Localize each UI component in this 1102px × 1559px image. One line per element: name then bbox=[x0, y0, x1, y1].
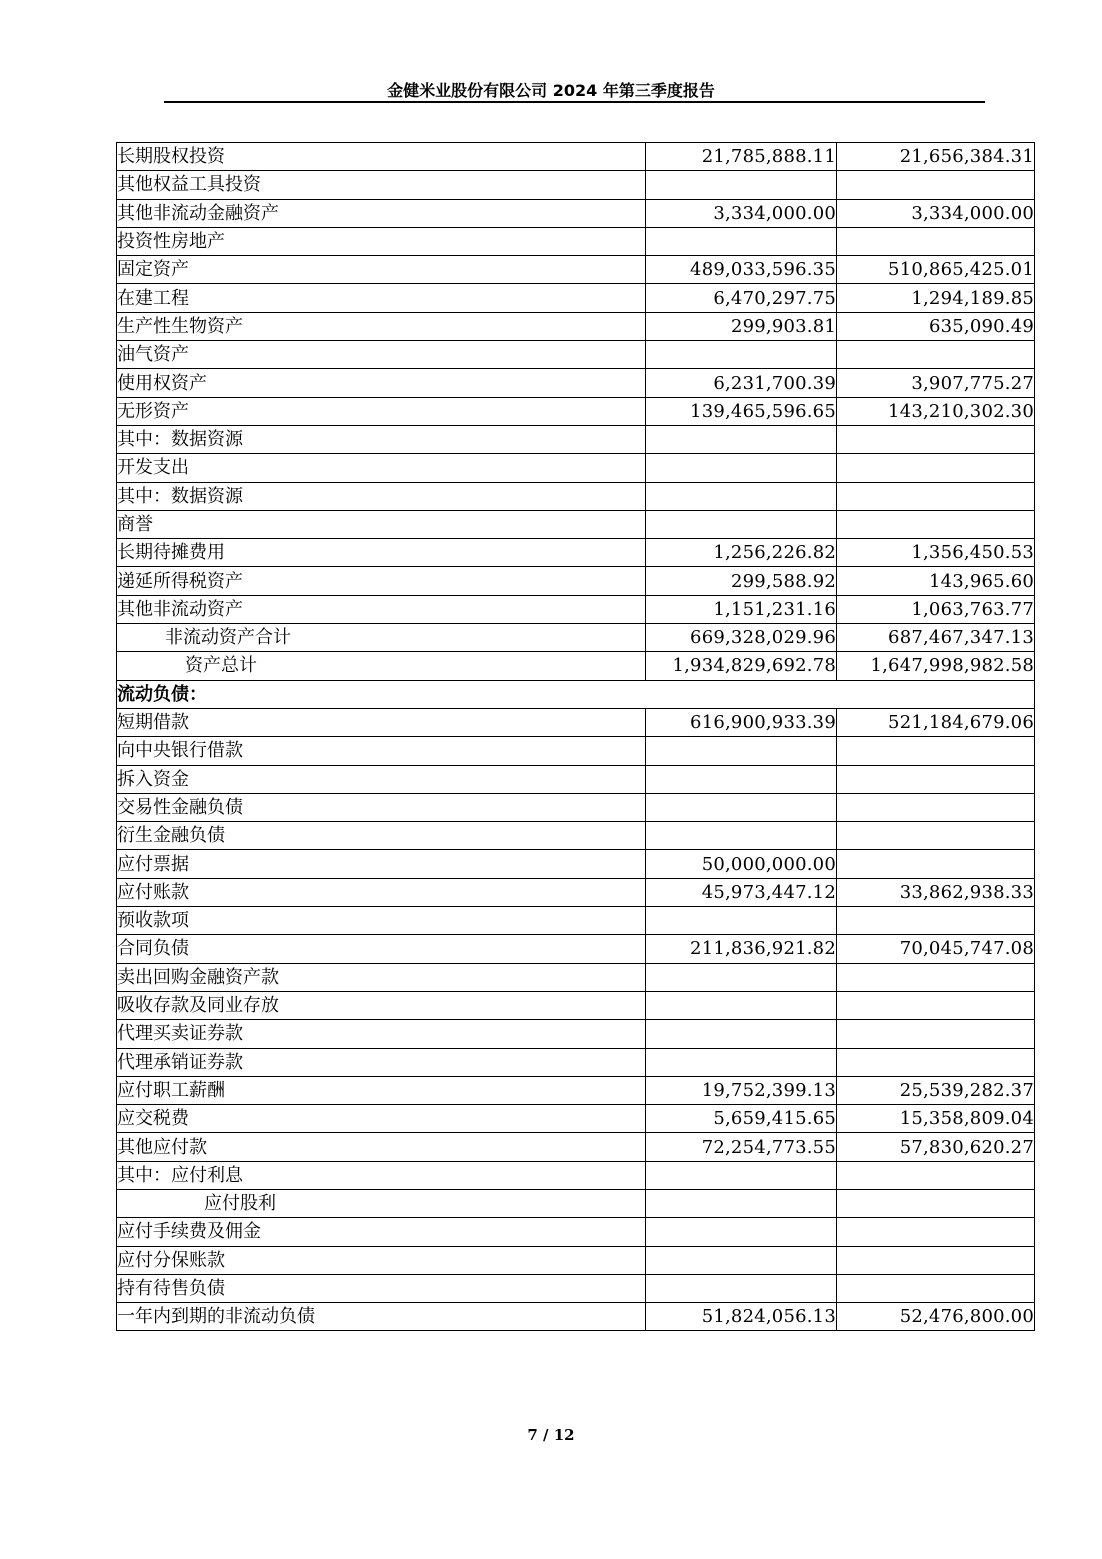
table-row bbox=[117, 652, 1035, 680]
previous-period-value bbox=[837, 1189, 1035, 1217]
current-period-value: 1,151,231.16 bbox=[646, 595, 837, 623]
row-label: 预收款项 bbox=[117, 907, 646, 935]
current-period-value: 6,231,700.39 bbox=[646, 369, 837, 397]
previous-period-value bbox=[837, 1218, 1035, 1246]
current-period-value bbox=[646, 1048, 837, 1076]
current-period-value bbox=[646, 454, 837, 482]
table-row bbox=[117, 454, 1035, 482]
table-row bbox=[117, 510, 1035, 538]
previous-period-value: 70,045,747.08 bbox=[837, 935, 1035, 963]
table-row bbox=[117, 256, 1035, 284]
table-row bbox=[117, 425, 1035, 453]
previous-period-value: 15,358,809.04 bbox=[837, 1105, 1035, 1133]
table-row bbox=[117, 737, 1035, 765]
row-label: 其中：数据资源 bbox=[117, 425, 646, 453]
row-label: 吸收存款及同业存放 bbox=[117, 991, 646, 1019]
current-period-value: 51,824,056.13 bbox=[646, 1303, 837, 1331]
table-row bbox=[117, 539, 1035, 567]
previous-period-value: 510,865,425.01 bbox=[837, 256, 1035, 284]
row-label: 其中：数据资源 bbox=[117, 482, 646, 510]
previous-period-value: 687,467,347.13 bbox=[837, 624, 1035, 652]
row-label: 应付分保账款 bbox=[117, 1246, 646, 1274]
previous-period-value bbox=[837, 737, 1035, 765]
table-row bbox=[117, 143, 1035, 171]
current-period-value bbox=[646, 822, 837, 850]
previous-period-value bbox=[837, 991, 1035, 1019]
row-label: 向中央银行借款 bbox=[117, 737, 646, 765]
row-label: 递延所得税资产 bbox=[117, 567, 646, 595]
row-label: 在建工程 bbox=[117, 284, 646, 312]
table-row bbox=[117, 227, 1035, 255]
table-row bbox=[117, 1048, 1035, 1076]
row-label: 一年内到期的非流动负债 bbox=[117, 1303, 646, 1331]
previous-period-value: 143,210,302.30 bbox=[837, 397, 1035, 425]
previous-period-value bbox=[837, 1246, 1035, 1274]
current-period-value bbox=[646, 765, 837, 793]
table-row bbox=[117, 1076, 1035, 1104]
current-period-value: 139,465,596.65 bbox=[646, 397, 837, 425]
current-period-value bbox=[646, 1161, 837, 1189]
previous-period-value bbox=[837, 171, 1035, 199]
previous-period-value: 521,184,679.06 bbox=[837, 708, 1035, 736]
current-period-value: 45,973,447.12 bbox=[646, 878, 837, 906]
current-period-value bbox=[646, 1189, 837, 1217]
section-heading: 流动负债： bbox=[117, 680, 1035, 708]
current-period-value bbox=[646, 793, 837, 821]
previous-period-value: 3,334,000.00 bbox=[837, 199, 1035, 227]
row-label: 投资性房地产 bbox=[117, 227, 646, 255]
table-row bbox=[117, 935, 1035, 963]
table-row bbox=[117, 341, 1035, 369]
previous-period-value bbox=[837, 793, 1035, 821]
row-label: 应付职工薪酬 bbox=[117, 1076, 646, 1104]
current-period-value bbox=[646, 171, 837, 199]
row-label: 其中：应付利息 bbox=[117, 1161, 646, 1189]
previous-period-value: 1,294,189.85 bbox=[837, 284, 1035, 312]
current-period-value bbox=[646, 1218, 837, 1246]
row-label: 使用权资产 bbox=[117, 369, 646, 397]
previous-period-value bbox=[837, 454, 1035, 482]
previous-period-value: 635,090.49 bbox=[837, 312, 1035, 340]
row-label: 固定资产 bbox=[117, 256, 646, 284]
previous-period-value bbox=[837, 1048, 1035, 1076]
table-row bbox=[117, 963, 1035, 991]
previous-period-value: 33,862,938.33 bbox=[837, 878, 1035, 906]
current-period-value: 211,836,921.82 bbox=[646, 935, 837, 963]
table-row bbox=[117, 171, 1035, 199]
current-period-value: 5,659,415.65 bbox=[646, 1105, 837, 1133]
row-label: 开发支出 bbox=[117, 454, 646, 482]
table-row bbox=[117, 822, 1035, 850]
table-row bbox=[117, 991, 1035, 1019]
current-period-value bbox=[646, 1246, 837, 1274]
table-row bbox=[117, 397, 1035, 425]
table-row bbox=[117, 1274, 1035, 1302]
current-period-value bbox=[646, 425, 837, 453]
row-label: 持有待售负债 bbox=[117, 1274, 646, 1302]
row-label: 生产性生物资产 bbox=[117, 312, 646, 340]
current-period-value: 669,328,029.96 bbox=[646, 624, 837, 652]
current-period-value: 50,000,000.00 bbox=[646, 850, 837, 878]
section-row bbox=[117, 680, 1035, 708]
current-period-value bbox=[646, 991, 837, 1019]
row-label: 无形资产 bbox=[117, 397, 646, 425]
balance-sheet-table bbox=[116, 142, 1035, 1331]
previous-period-value bbox=[837, 1020, 1035, 1048]
row-label: 长期股权投资 bbox=[117, 143, 646, 171]
table-row bbox=[117, 482, 1035, 510]
row-label: 短期借款 bbox=[117, 708, 646, 736]
previous-period-value: 1,063,763.77 bbox=[837, 595, 1035, 623]
current-period-value: 299,903.81 bbox=[646, 312, 837, 340]
previous-period-value bbox=[837, 227, 1035, 255]
previous-period-value: 25,539,282.37 bbox=[837, 1076, 1035, 1104]
table-row bbox=[117, 369, 1035, 397]
current-period-value bbox=[646, 1274, 837, 1302]
row-label: 代理承销证券款 bbox=[117, 1048, 646, 1076]
current-period-value: 72,254,773.55 bbox=[646, 1133, 837, 1161]
row-label: 其他应付款 bbox=[117, 1133, 646, 1161]
row-label: 其他非流动金融资产 bbox=[117, 199, 646, 227]
row-label: 长期待摊费用 bbox=[117, 539, 646, 567]
current-period-value bbox=[646, 737, 837, 765]
table-row bbox=[117, 312, 1035, 340]
row-label: 油气资产 bbox=[117, 341, 646, 369]
table-row bbox=[117, 1105, 1035, 1133]
previous-period-value: 1,647,998,982.58 bbox=[837, 652, 1035, 680]
current-period-value: 19,752,399.13 bbox=[646, 1076, 837, 1104]
table-row bbox=[117, 284, 1035, 312]
row-label: 应付票据 bbox=[117, 850, 646, 878]
table-row bbox=[117, 199, 1035, 227]
row-label: 非流动资产合计 bbox=[117, 624, 646, 652]
previous-period-value bbox=[837, 1161, 1035, 1189]
row-label: 其他非流动资产 bbox=[117, 595, 646, 623]
previous-period-value: 143,965.60 bbox=[837, 567, 1035, 595]
row-label: 代理买卖证券款 bbox=[117, 1020, 646, 1048]
previous-period-value bbox=[837, 907, 1035, 935]
table-row bbox=[117, 1189, 1035, 1217]
table-row bbox=[117, 567, 1035, 595]
table-row bbox=[117, 595, 1035, 623]
table-row bbox=[117, 793, 1035, 821]
previous-period-value bbox=[837, 765, 1035, 793]
current-period-value bbox=[646, 482, 837, 510]
current-period-value bbox=[646, 907, 837, 935]
row-label: 商誉 bbox=[117, 510, 646, 538]
previous-period-value bbox=[837, 963, 1035, 991]
previous-period-value: 3,907,775.27 bbox=[837, 369, 1035, 397]
current-period-value: 21,785,888.11 bbox=[646, 143, 837, 171]
row-label: 应付手续费及佣金 bbox=[117, 1218, 646, 1246]
row-label: 资产总计 bbox=[117, 652, 646, 680]
table-row bbox=[117, 1133, 1035, 1161]
table-row bbox=[117, 708, 1035, 736]
row-label: 卖出回购金融资产款 bbox=[117, 963, 646, 991]
table-row bbox=[117, 624, 1035, 652]
previous-period-value: 57,830,620.27 bbox=[837, 1133, 1035, 1161]
current-period-value bbox=[646, 341, 837, 369]
table-row bbox=[117, 1218, 1035, 1246]
previous-period-value: 52,476,800.00 bbox=[837, 1303, 1035, 1331]
row-label: 其他权益工具投资 bbox=[117, 171, 646, 199]
current-period-value: 299,588.92 bbox=[646, 567, 837, 595]
table-row bbox=[117, 765, 1035, 793]
row-label: 应付账款 bbox=[117, 878, 646, 906]
page-number: 7 / 12 bbox=[527, 1426, 575, 1444]
row-label: 应交税费 bbox=[117, 1105, 646, 1133]
previous-period-value bbox=[837, 425, 1035, 453]
current-period-value: 6,470,297.75 bbox=[646, 284, 837, 312]
current-period-value bbox=[646, 963, 837, 991]
row-label: 衍生金融负债 bbox=[117, 822, 646, 850]
previous-period-value bbox=[837, 822, 1035, 850]
row-label: 拆入资金 bbox=[117, 765, 646, 793]
row-label: 应付股利 bbox=[117, 1189, 646, 1217]
current-period-value: 3,334,000.00 bbox=[646, 199, 837, 227]
previous-period-value: 21,656,384.31 bbox=[837, 143, 1035, 171]
current-period-value: 1,256,226.82 bbox=[646, 539, 837, 567]
table-row bbox=[117, 850, 1035, 878]
report-header-title: 金健米业股份有限公司 2024 年第三季度报告 bbox=[387, 81, 715, 100]
current-period-value: 489,033,596.35 bbox=[646, 256, 837, 284]
row-label: 合同负债 bbox=[117, 935, 646, 963]
previous-period-value bbox=[837, 1274, 1035, 1302]
previous-period-value bbox=[837, 850, 1035, 878]
current-period-value bbox=[646, 1020, 837, 1048]
header-rule bbox=[164, 101, 985, 103]
table-row bbox=[117, 1246, 1035, 1274]
current-period-value: 1,934,829,692.78 bbox=[646, 652, 837, 680]
table-row bbox=[117, 1161, 1035, 1189]
table-row bbox=[117, 878, 1035, 906]
previous-period-value: 1,356,450.53 bbox=[837, 539, 1035, 567]
current-period-value bbox=[646, 227, 837, 255]
current-period-value: 616,900,933.39 bbox=[646, 708, 837, 736]
previous-period-value bbox=[837, 510, 1035, 538]
current-period-value bbox=[646, 510, 837, 538]
table-row bbox=[117, 1020, 1035, 1048]
table-row bbox=[117, 907, 1035, 935]
table-row bbox=[117, 1303, 1035, 1331]
previous-period-value bbox=[837, 341, 1035, 369]
row-label: 交易性金融负债 bbox=[117, 793, 646, 821]
previous-period-value bbox=[837, 482, 1035, 510]
balance-sheet-body bbox=[117, 143, 1035, 1331]
